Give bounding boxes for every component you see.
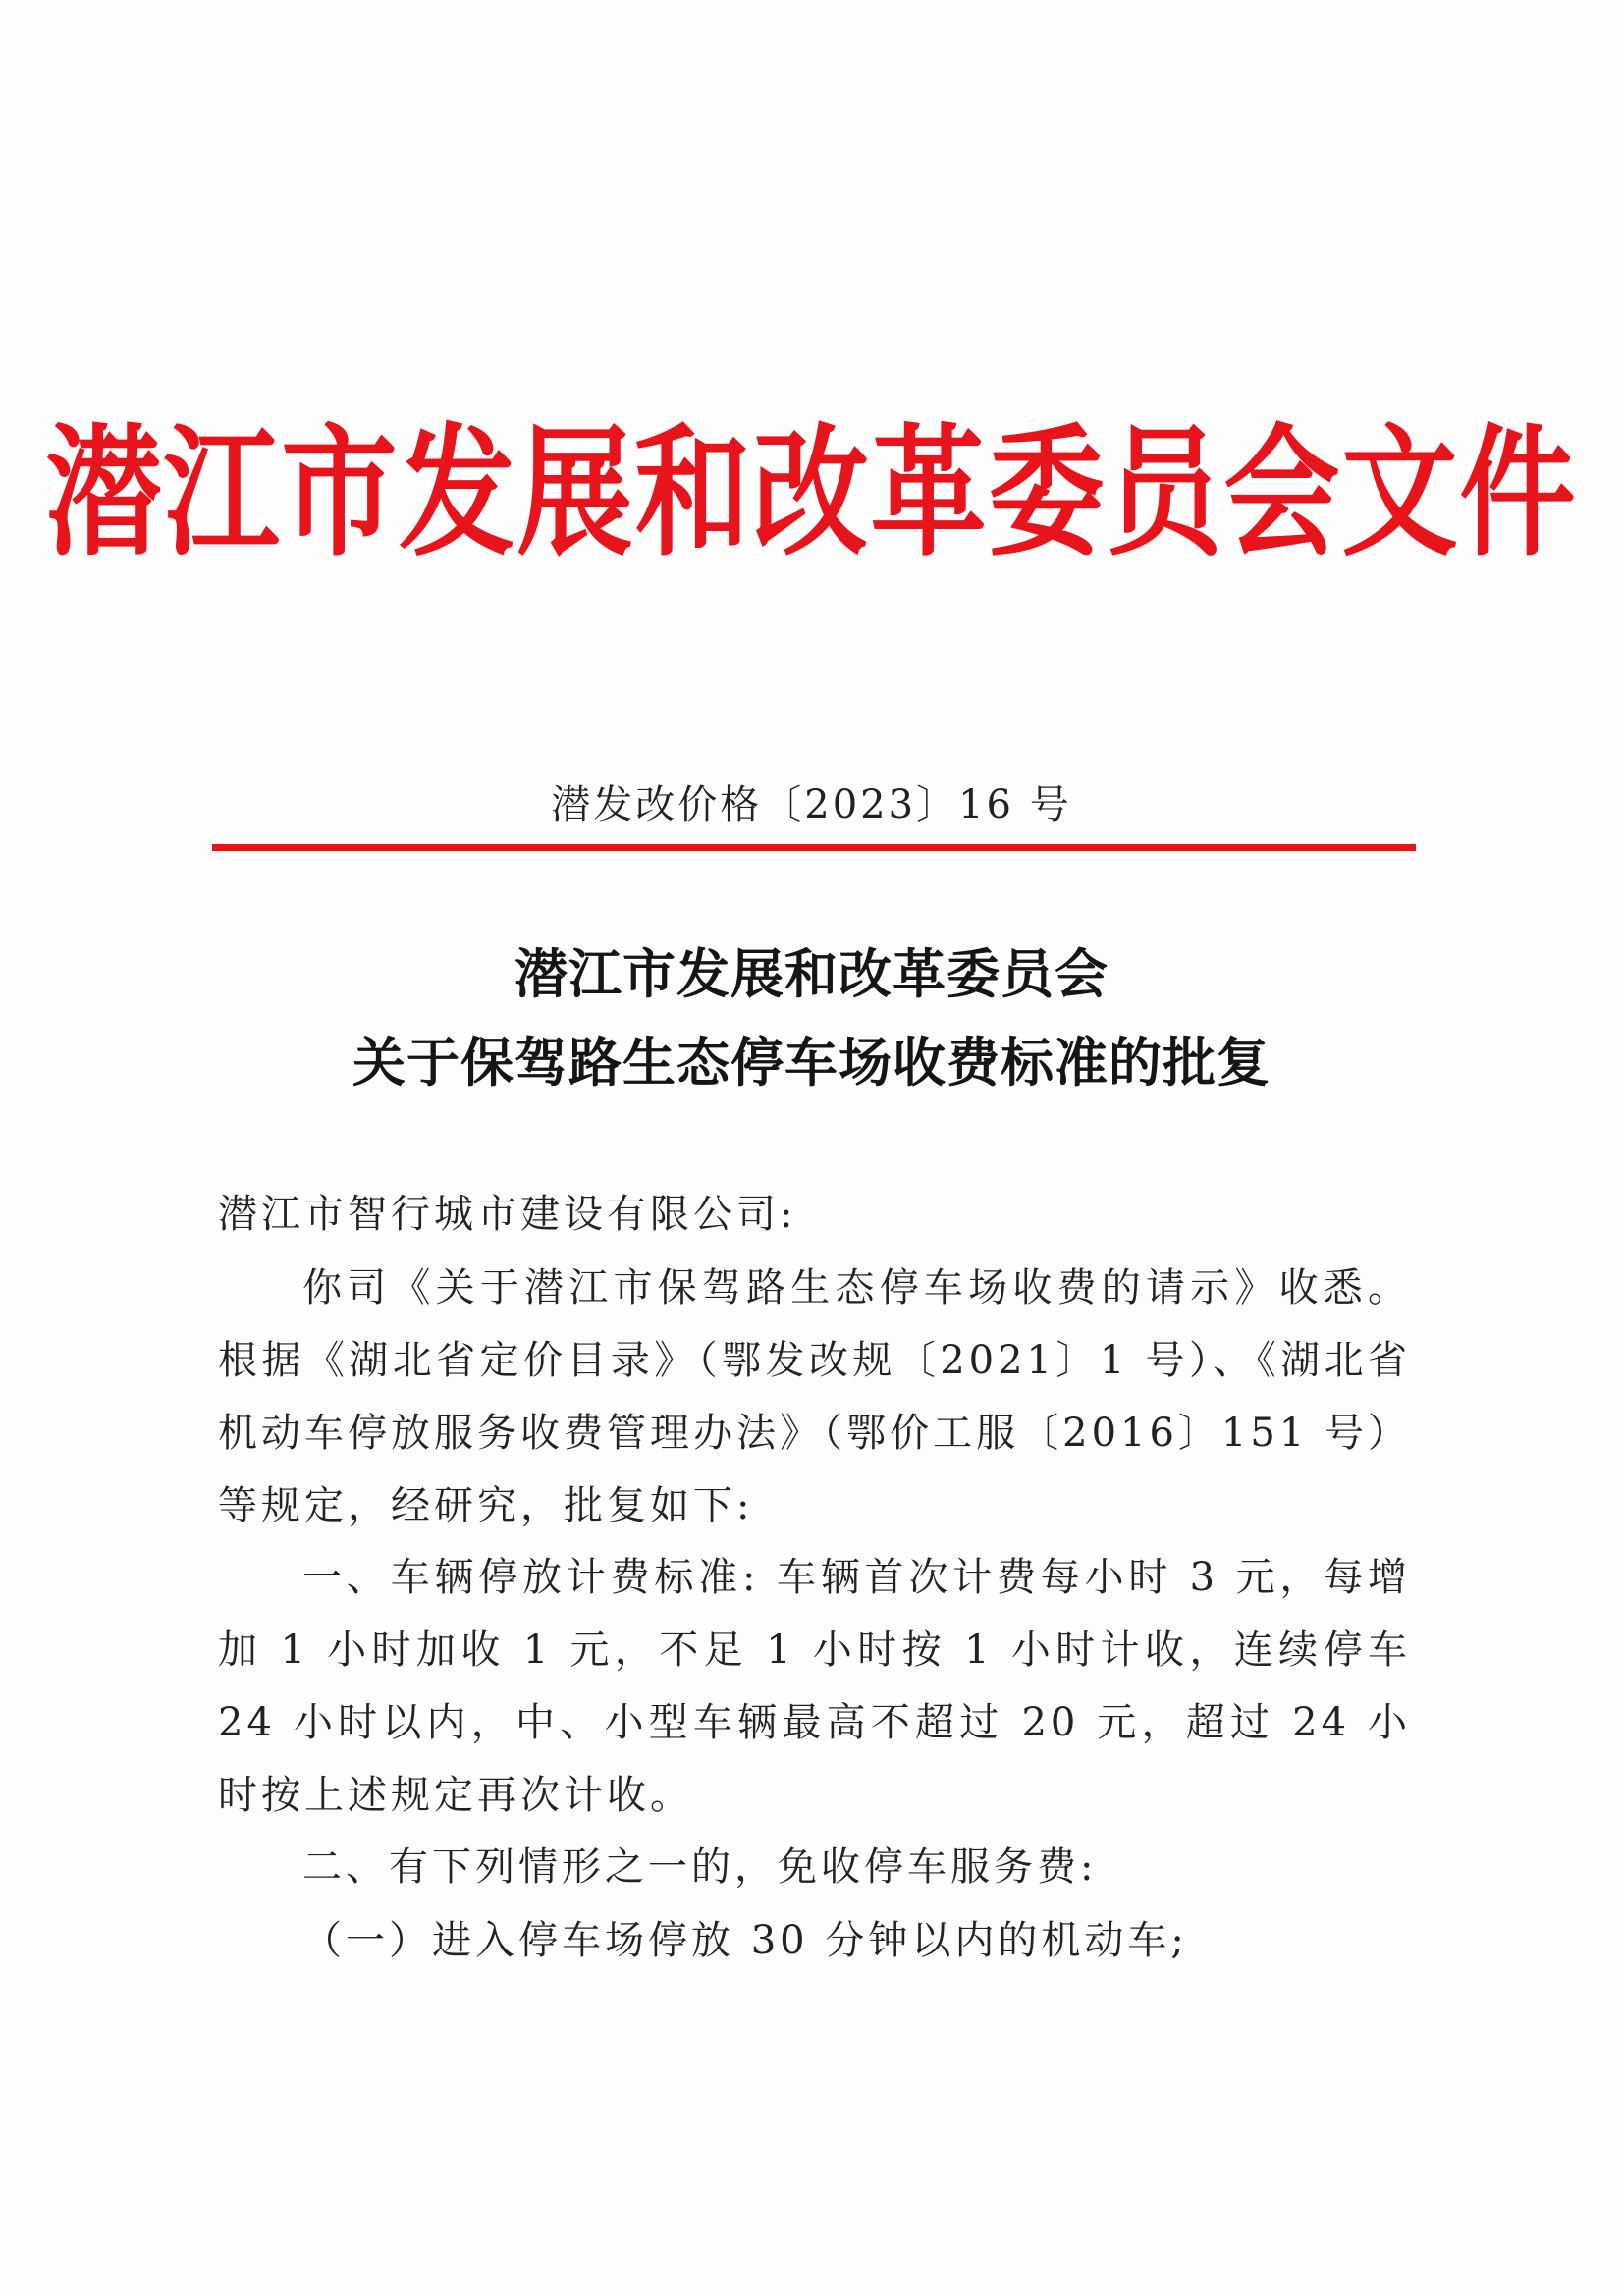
paragraph-exemption-intro: 二、有下列情形之一的，免收停车服务费: bbox=[302, 1844, 1098, 1890]
addressee: 潜江市智行城市建设有限公司: bbox=[218, 1192, 797, 1237]
paragraph-fee-standard: 一、车辆停放计费标准: 车辆首次计费每小时 3 元，每增加 1 小时加收 1 元，不足 1 小时按 1 小时计收，连续停车 24 小时以内，中、小型车辆最高不超过 20 元，超过 24 小时按上述规定再次计收。 bbox=[218, 1555, 1411, 1818]
subject-line-2: 关于保驾路生态停车场收费标准的批复 bbox=[352, 1031, 1271, 1094]
paragraph-request-basis: 你司《关于潜江市保驾路生态停车场收费的请示》收悉。根据《湖北省定价目录》（鄂发改规〔2021〕1 号）、《湖北省机动车停放服务收费管理办法》（鄂价工服〔2016〕151 号）等规定，经研究，批复如下: bbox=[218, 1265, 1411, 1528]
subject-line-1: 潜江市发展和改革委员会 bbox=[514, 942, 1109, 1005]
document-number: 潜发改价格〔2023〕16 号 bbox=[551, 782, 1072, 828]
paragraph-exemption-item-1: （一）进入停车场停放 30 分钟以内的机动车; bbox=[302, 1918, 1188, 1963]
header-divider-line bbox=[212, 844, 1416, 851]
issuer-header-title: 潜江市发展和改革委员会文件 bbox=[45, 409, 1578, 576]
